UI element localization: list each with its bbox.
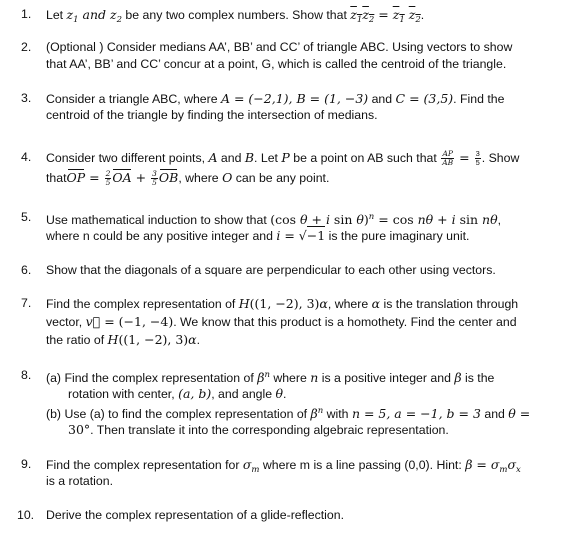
text-run: (a) Find the complex representation of [46, 371, 258, 385]
text-run: . We know that this product is a homothety. Find the center and [173, 315, 517, 329]
problem-text-line: is a rotation. [46, 474, 113, 488]
text-run: Find the complex representation for [46, 458, 243, 472]
text-run: . Then translate it into the corresponding algebraic representation. [90, 423, 449, 437]
math-points-a-b: A = (−2,1), B = (1, −3) [220, 91, 369, 106]
text-run: can be any point. [232, 171, 330, 185]
text-run: where m is a line passing (0,0). Hint: [259, 458, 466, 472]
math-homothety: H [107, 332, 119, 347]
problem-number: 4. [21, 150, 32, 164]
math-beta-n: $\beta^n$ [257, 370, 270, 385]
math-de-moivre: (cos θ + i sin θ)$^n$ = cos nθ + i sin nθ [270, 212, 498, 227]
math-b: B [244, 150, 255, 165]
math-a: A [208, 150, 218, 165]
math-homothety: H [238, 296, 250, 311]
text-run: and [368, 92, 396, 106]
text-run: . [196, 333, 201, 347]
math-o: O [222, 170, 233, 185]
text-run: , [497, 213, 502, 227]
problem-number: 7. [21, 296, 32, 310]
problem-text-line: the ratio of H((1, −2), 3)α. [46, 332, 201, 347]
math-z1-z2: $z_1$ and $z_2$ [66, 7, 122, 25]
text-run: , and angle [211, 387, 276, 401]
problem-text-line [46, 168, 329, 188]
problem-text-line [68, 384, 286, 404]
math-sigma-m: $\sigma_m$ [242, 457, 260, 475]
math-theta-eq: θ = [508, 406, 531, 421]
math-conjugate-identity: $z_1z_2 = z_1$ $z_2$ [350, 7, 421, 25]
problem-number: 6. [21, 263, 32, 277]
problem-text-line: Show that the diagonals of a square are perpendicular to each other using vectors. [46, 263, 496, 277]
problem-text-line: Find the complex representation of H((1, −2), 3)α, where α is the translation through [46, 296, 519, 311]
text-run: (b) Use (a) to find the complex representation of [46, 407, 311, 421]
text-run: Let [46, 8, 67, 22]
problem-text-line [46, 5, 424, 30]
math-center: (a, b) [178, 386, 212, 401]
math-vector-v: v⃗ [85, 314, 101, 329]
text-run: where n could be any positive integer and [46, 229, 277, 243]
math-beta-n: $\beta^n$ [310, 406, 324, 421]
text-run: that [46, 171, 67, 185]
text-run: Use mathematical induction to show that [46, 213, 271, 227]
problem-number: 5. [21, 210, 32, 224]
text-run: rotation with center, [68, 387, 179, 401]
text-run: and [217, 151, 245, 165]
text-run: . Let [254, 151, 282, 165]
text-run: is the pure imaginary unit. [325, 229, 470, 243]
problem-number: 9. [21, 457, 32, 471]
problem-text-line: that AA’, BB’ and CC’ concur at a point, G, which is called the centroid of the triangle. [46, 57, 507, 71]
math-n: n [310, 370, 319, 385]
problem-text-line [46, 455, 521, 480]
text-run: . Show [481, 151, 520, 165]
text-run: vector, [46, 315, 86, 329]
math-point-c: C = (3,5) [395, 91, 454, 106]
problem-text-line: centroid of the triangle by finding the intersection of medians. [46, 108, 378, 122]
math-imaginary-unit: i = √−1 [276, 228, 326, 243]
text-run: the ratio of [46, 333, 108, 347]
problem-number: 8. [21, 368, 32, 382]
math-values: n = 5, a = −1, b = 3 [351, 406, 481, 421]
text-run: is the [461, 371, 495, 385]
text-run: . Find the [453, 92, 505, 106]
fraction-3-5: $\frac{3}{5}$ [475, 149, 480, 168]
math-vector-identity: OP = $\frac{2}{5}$ OA + $\frac{3}{5}$ OB [66, 169, 179, 187]
text-run: Consider a triangle ABC, where [46, 92, 221, 106]
problem-number: 3. [21, 91, 32, 105]
text-run: , where [327, 297, 372, 311]
text-run: be any two complex numbers. Show that [122, 8, 351, 22]
problem-text-line: Derive the complex representation of a glide-reflection. [46, 508, 345, 522]
text-run: . [283, 387, 287, 401]
math-beta: β [454, 370, 462, 385]
text-run: where [269, 371, 311, 385]
math-30-degrees: 30° [68, 422, 91, 437]
math-hint-product: $\beta = \sigma_m\sigma_x$ [465, 457, 521, 475]
problem-text-line: Consider two different points, A and B. Let P be a point on AB such that $\frac{AP}{AB}$ = $\frac{3}{5}$ . Show [46, 149, 520, 168]
problem-text-line: vector, v⃗ = (−1, −4). We know that this product is a homothety. Find the center and [46, 314, 517, 329]
problem-text-line: (Optional ) Consider medians AA’, BB’ and CC’ of triangle ABC. Using vectors to show [46, 40, 513, 54]
problem-text-line [68, 420, 449, 440]
text-run: is a positive integer and [318, 371, 455, 385]
text-run: Consider two different points, [46, 151, 209, 165]
math-theta: θ [275, 386, 284, 401]
text-run: with [323, 407, 352, 421]
text-run: is the translation through [380, 297, 519, 311]
problem-text-line [46, 226, 469, 246]
math-p: P [281, 150, 290, 165]
text-run: , where [178, 171, 223, 185]
text-run: and [480, 407, 509, 421]
text-run: be a point on AB such that [289, 151, 441, 165]
text-run: Find the complex representation of [46, 297, 239, 311]
math-alpha: α [371, 296, 381, 311]
fraction-ap-ab: $\frac{AP}{AB}$ [442, 149, 454, 168]
text-run: . [420, 8, 425, 22]
problem-number: 10. [17, 508, 35, 522]
problem-number: 1. [21, 7, 32, 21]
problem-number: 2. [21, 40, 32, 54]
